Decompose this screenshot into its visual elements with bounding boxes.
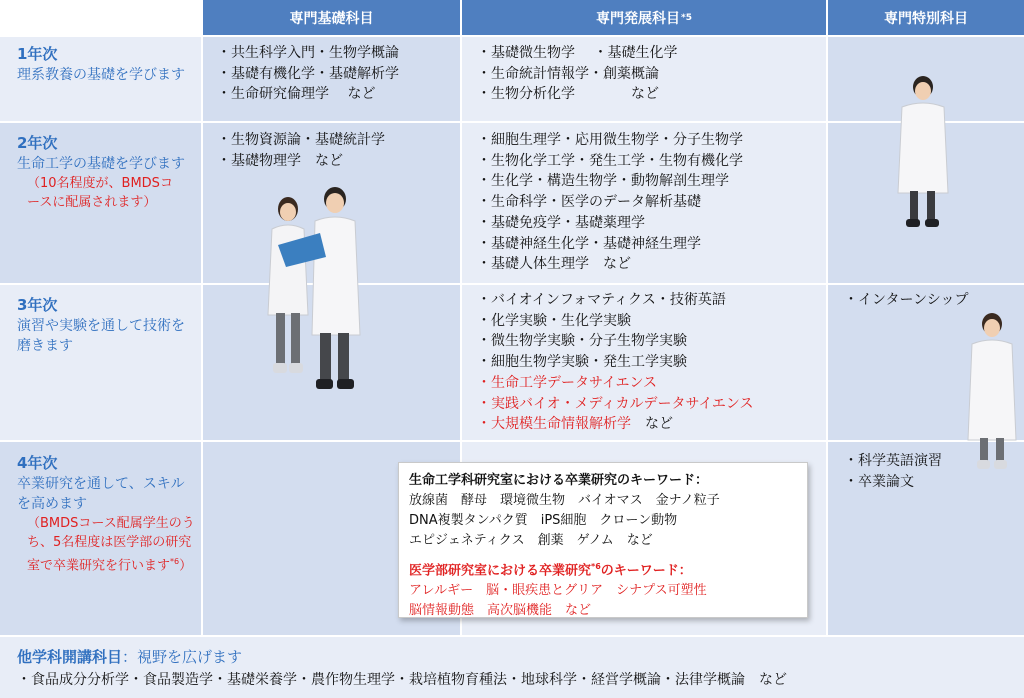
list-item: ・卒業論文 [844,473,914,490]
list-item: ・生命統計情報学・創薬概論 [477,65,659,82]
year1-title: 1年次 [17,45,58,63]
other-dept-list: ・食品成分分析学・食品製造学・基礎栄養学・農作物生理学・栽培植物育種法・地球科学・経営学概論・法律学概論 など [17,672,787,688]
year4-title: 4年次 [17,454,58,472]
other-dept-desc: 視野を広げます [137,648,243,666]
list-item: ・科学英語演習 [844,453,942,469]
list-item: ・基礎神経生化学・基礎神経生理学 [477,235,701,252]
year2-label-cell [0,126,201,212]
header-basic: 専門基礎科目 [203,0,460,35]
header-special: 専門特別科目 [828,0,1024,35]
list-item: ・生命研究倫理学 など [217,86,376,103]
list-item: ・細胞生理学・応用微生物学・分子生物学 [477,132,743,148]
year4-note: （BMDSコース配属学生のうち、5名程度は医学部の研究室で卒業研究を行います$^{*6}$） [27,516,195,574]
list-item: ・基礎微生物学 ・基礎生化学 [477,45,678,61]
col-divider [201,37,203,635]
keyword-line: DNA複製タンパク質 iPS細胞 クローン動物 [409,513,678,528]
year3-title: 3年次 [17,296,58,314]
year3-special-list [844,290,969,311]
year4-label-cell [0,446,201,575]
list-item: ・生物資源論・基礎統計学 [217,132,385,148]
list-item: ・インターンシップ [844,292,969,308]
list-item: ・基礎有機化学・基礎解析学 [217,65,399,82]
other-dept-title: 他学科開講科目 [17,648,123,666]
list-item: ・基礎人体生理学 など [477,256,631,273]
list-item: ・バイオインフォマティクス・技術英語 [477,292,726,308]
lab-keywords-title: 生命工学科研究室における卒業研究のキーワード： [409,473,709,488]
year1-basic-list [217,43,399,105]
list-item: ・共生科学入門・生物学概論 [217,45,399,61]
year1-advanced-list [477,43,677,105]
year2-advanced-list [477,130,743,275]
year2-title: 2年次 [17,134,58,152]
year2-basic-list [217,130,385,171]
list-item: ・化学実験・生化学実験 [477,312,631,329]
keyword-line: 放線菌 酵母 環境微生物 バイオマス 金ナノ粒子 [409,493,720,508]
year2-note: （10名程度が、BMDSコースに配属されます） [27,176,173,210]
header-corner [0,0,202,35]
year1-desc: 理系教養の基礎を学びます [17,67,185,83]
list-item: ・細胞生物学実験・発生工学実験 [477,354,687,371]
med-keywords-title: 医学部研究室における卒業研究$^{*6}$のキーワード： [409,562,692,579]
list-item: ・生物分析化学 など [477,86,659,103]
list-item: ・基礎免疫学・基礎薬理学 [477,214,645,231]
list-item [477,414,754,435]
keyword-line: エピジェネティクス 創薬 ゲノム など [409,533,653,548]
list-item-red: ・大規模生命情報解析学 [477,416,631,433]
year1-label-cell [0,37,201,85]
research-keywords-box [398,462,808,618]
list-item: ・生命工学データサイエンス [477,374,658,391]
student-photo-standing-thinking [888,75,958,235]
keyword-line: アレルギー 脳・眼疾患とグリア シナプス可塑性 [409,583,707,599]
year4-desc: 卒業研究を通して、スキルを高めます [17,476,185,512]
list-item: ・微生物学実験・分子生物学実験 [477,333,687,350]
col-divider [826,37,828,635]
other-dept-header: 他学科開講科目：視野を広げます [17,648,243,666]
year2-desc: 生命工学の基礎を学びます [17,156,185,172]
year3-label-cell [0,288,201,356]
student-photo-male-reading [300,185,370,405]
list-item: ・実践バイオ・メディカルデータサイエンス [477,395,754,412]
list-item: ・基礎物理学 など [217,152,343,169]
list-item: ・生化学・構造生物学・動物解剖生理学 [477,173,729,190]
year4-special-list [844,451,942,492]
header-advanced: 専門発展科目 *5 [462,0,826,35]
year3-desc: 演習や実験を通して技術を磨きます [17,318,185,354]
list-item: ・生物化学工学・発生工学・生物有機化学 [477,152,743,169]
year3-advanced-list [477,290,754,435]
keyword-line: 脳情報動態 高次脳機能 など [409,603,592,619]
list-item: ・生命科学・医学のデータ解析基礎 [477,194,701,211]
student-photo-intern [962,312,1022,472]
list-item-tail: など [645,416,673,433]
